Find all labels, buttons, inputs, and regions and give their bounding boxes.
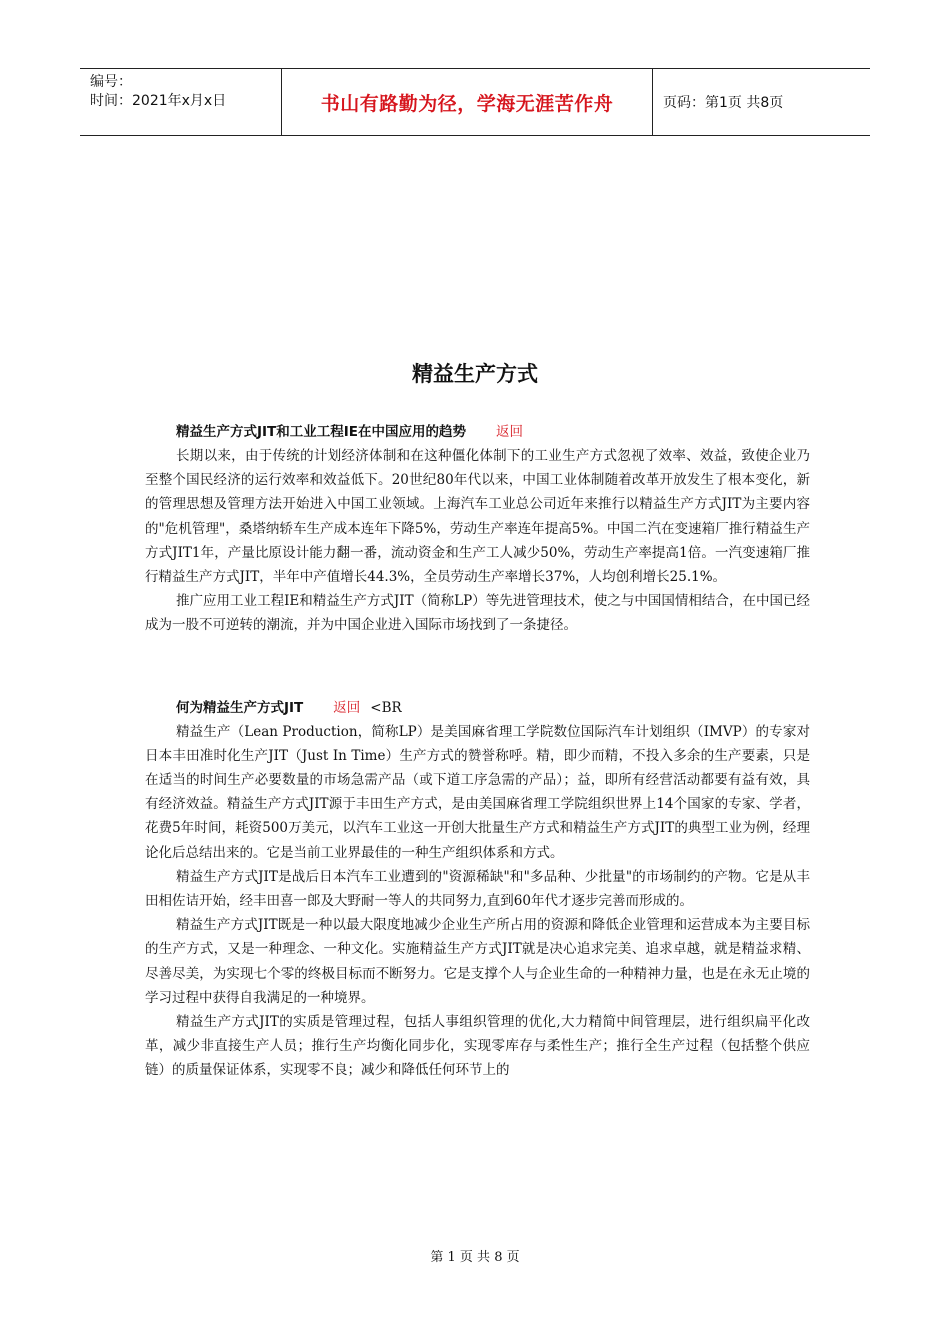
section-heading-what-is-jit (145, 696, 810, 720)
time-label: 时间：2021年x月x日 (90, 93, 227, 109)
paragraph: 长期以来，由于传统的计划经济体制和在这种僵化体制下的工业生产方式忽视了效率、效益，致使企业乃至整个国民经济的运行效率和效益低下。20世纪80年代以来，中国工业体制随着改革开放发生了根本变化，新的管理思想及管理方法开始进入中国工业领域。上海汽车工业总公司近年来推行以精益生产方式JIT为主要内容的"危机管理"，桑塔纳轿车生产成本连年下降5%，劳动生产率连年提高5%。中国二汽在变速箱厂推行精益生产方式JIT1年，产量比原设计能力翻一番，流动资金和生产工人减少50%，劳动生产率提高1倍。一汽变速箱厂推行精益生产方式JIT，半年中产值增长44.3%，全员劳动生产率增长37%，人均创利增长25.1%。 (145, 448, 810, 586)
page-footer: 第 1 页 共 8 页 (430, 1250, 520, 1265)
back-link[interactable]: 返回 (496, 424, 523, 440)
header-motto: 书山有路勤为径，学海无涯苦作舟 (281, 69, 653, 135)
header-table (80, 68, 870, 136)
header-info-cell (80, 69, 281, 135)
paragraph: 精益生产方式JIT是战后日本汽车工业遭到的"资源稀缺"和"多品种、少批量"的市场制约的产物。它是从丰田相佐诘开始，经丰田喜一郎及大野耐一等人的共同努力,直到60年代才逐步完善而形成的。 (145, 868, 810, 910)
stray-br-text: <BR (370, 699, 402, 716)
section-heading-jit-ie-trends (145, 420, 810, 444)
section-gap (145, 638, 810, 696)
back-link[interactable]: 返回 (333, 699, 361, 716)
section-heading-text: 何为精益生产方式JIT (176, 699, 304, 716)
header-page-code: 页码：第1页 共8页 (663, 95, 784, 111)
paragraph: 推广应用工业工程IE和精益生产方式JIT（简称LP）等先进管理技术，使之与中国国情相结合，在中国已经成为一股不可逆转的潮流，并为中国企业进入国际市场找到了一条捷径。 (145, 593, 810, 634)
document-body (145, 420, 810, 1083)
section-heading-text: 精益生产方式JIT和工业工程IE在中国应用的趋势 (176, 424, 466, 440)
paragraph: 精益生产（Lean Production，简称LP）是美国麻省理工学院数位国际汽车计划组织（IMVP）的专家对日本丰田准时化生产JIT（Just In Time）生产方式的赞誉称呼。精，即少而精，不投入多余的生产要素，只是在适当的时间生产必要数量的市场急需产品（或下道工序急需的产品）；益，即所有经营活动都要有益有效，具有经济效益。精益生产方式JIT源于丰田生产方式，是由美国麻省理工学院组织世界上14个国家的专家、学者，花费5年时间，耗资500万美元，以汽车工业这一开创大批量生产方式和精益生产方式JIT的典型工业为例，经理论化后总结出来的。它是当前工业界最佳的一种生产组织体系和方式。 (145, 723, 810, 861)
paragraph: 精益生产方式JIT的实质是管理过程，包括人事组织管理的优化,大力精简中间管理层，进行组织扁平化改革，减少非直接生产人员；推行生产均衡化同步化，实现零库存与柔性生产；推行全生产过程（包括整个供应链）的质量保证体系，实现零不良；减少和降低任何环节上的 (145, 1014, 810, 1079)
paragraph: 精益生产方式JIT既是一种以最大限度地减少企业生产所占用的资源和降低企业管理和运营成本为主要目标的生产方式，又是一种理念、一种文化。实施精益生产方式JIT就是决心追求完美、追求卓越，就是精益求精、尽善尽美，为实现七个零的终极目标而不断努力。它是支撑个人与企业生命的一种精神力量，也是在永无止境的学习过程中获得自我满足的一种境界。 (145, 917, 810, 1006)
document-title: 精益生产方式 (412, 362, 538, 386)
number-label: 编号： (90, 74, 132, 90)
